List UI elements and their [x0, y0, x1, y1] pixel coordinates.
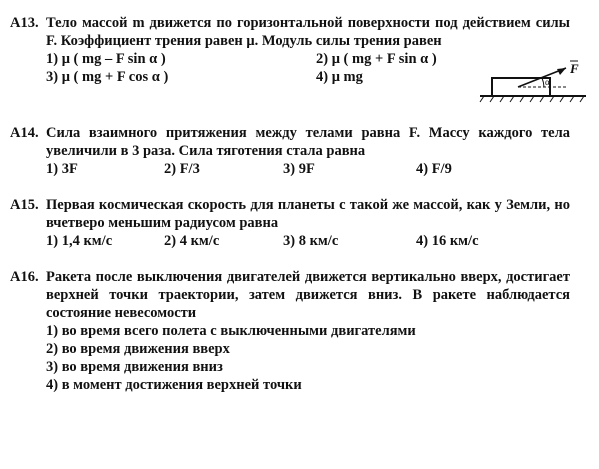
block-force-diagram — [478, 58, 588, 104]
option-4[interactable]: 4) в момент достижения верхней точки — [46, 377, 302, 393]
question-text-block — [10, 14, 570, 50]
question-text: Первая космическая скорость для планеты с такой же массой, как у Земли, но вчетверо меньшим радиусом равна — [46, 197, 570, 231]
question-a16 — [10, 268, 570, 394]
question-text-block — [10, 124, 570, 160]
question-a14 — [10, 124, 570, 178]
question-text-block — [10, 196, 570, 232]
angle-label: α — [545, 77, 550, 87]
force-arrowhead — [557, 68, 566, 75]
option-3[interactable]: 3) во время движения вниз — [46, 359, 223, 375]
options-row — [46, 232, 570, 250]
option-2[interactable]: 2) μ ( mg + F sin α ) — [316, 51, 437, 67]
option-2[interactable]: 2) F/3 — [164, 161, 200, 177]
options-list — [46, 322, 570, 394]
force-label: F — [570, 61, 579, 76]
option-1[interactable]: 1) μ ( mg – F sin α ) — [46, 51, 166, 67]
option-4[interactable]: 4) 16 км/с — [416, 233, 479, 249]
option-3[interactable]: 3) 9F — [283, 161, 315, 177]
option-4[interactable]: 4) μ mg — [316, 69, 363, 85]
options-row — [46, 160, 570, 178]
question-text: Сила взаимного притяжения между телами равна F. Массу каждого тела увеличили в 3 раза. Сила тяготения стала равна — [46, 125, 570, 159]
question-number: А15. — [10, 197, 39, 213]
question-number: А16. — [10, 269, 39, 285]
option-1[interactable]: 1) во время всего полета с выключенными двигателями — [46, 323, 416, 339]
option-1[interactable]: 1) 3F — [46, 161, 78, 177]
question-text: Ракета после выключения двигателей движется вертикально вверх, достигает верхней точки траектории, затем движется вниз. В ракете наблюдается состояние невесомости — [46, 269, 570, 321]
option-2[interactable]: 2) 4 км/с — [164, 233, 220, 249]
question-a15 — [10, 196, 570, 250]
option-1[interactable]: 1) 1,4 км/с — [46, 233, 113, 249]
question-number: А13. — [10, 15, 39, 31]
question-text-block — [10, 268, 570, 322]
question-text: Тело массой m движется по горизонтальной поверхности под действием силы F. Коэффициент трения равен μ. Модуль силы трения равен — [46, 15, 570, 49]
question-number: А14. — [10, 125, 39, 141]
option-2[interactable]: 2) во время движения вверх — [46, 341, 230, 357]
option-4[interactable]: 4) F/9 — [416, 161, 452, 177]
option-3[interactable]: 3) 8 км/с — [283, 233, 339, 249]
option-3[interactable]: 3) μ ( mg + F cos α ) — [46, 69, 169, 85]
